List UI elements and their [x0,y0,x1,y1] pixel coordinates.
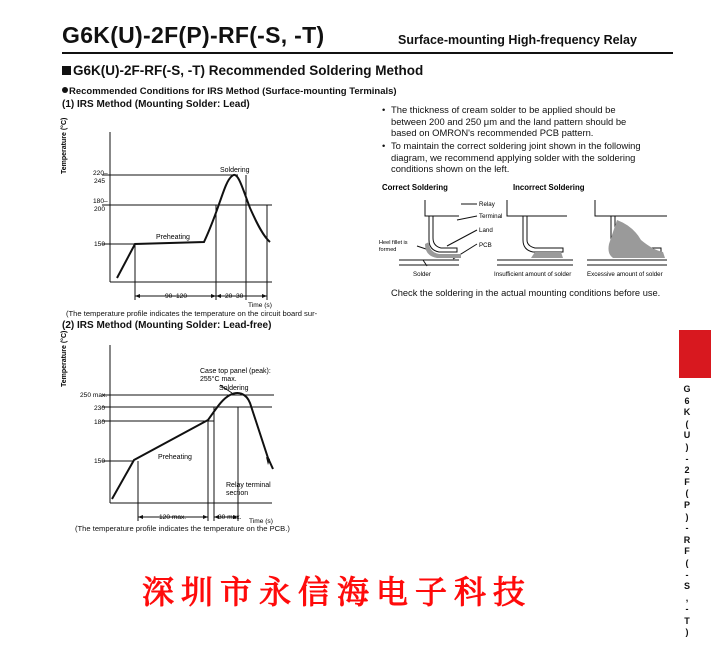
method2-tick-250: 250 max. [80,392,108,399]
method1-x-label: Time (s) [248,302,272,309]
method2-tick-180: 180 [94,419,106,426]
method1-span1: 90–120 [165,293,188,300]
page-title: G6K(U)-2F(P)-RF(-S, -T) [62,22,325,48]
method1-tick-150: 150 [94,241,106,248]
method2-tick-150: 150 [94,458,106,465]
method1-profile-chart [62,112,362,318]
method1-title: (1) IRS Method (Mounting Solder: Lead) [62,99,250,110]
method1-solder-label: Soldering [220,167,250,174]
page-subtitle: Surface-mounting High-frequency Relay [398,33,637,47]
method1-temperature-curve [117,175,270,278]
soldering-diagram [377,180,677,284]
method2-terminal-label-2: section [226,490,249,497]
solder-label: Solder [413,271,431,278]
square-bullet-icon [62,66,71,75]
excessive-label: Excessive amount of solder [587,271,663,278]
correct-solder-fillet [425,242,461,258]
method2-title: (2) IRS Method (Mounting Solder: Lead-free) [62,320,272,331]
method2-terminal-label-1: Relay terminal [226,482,271,489]
relay-label: Relay [479,201,495,208]
method2-profile-chart [61,330,362,531]
terminal-label: Terminal [479,213,503,220]
method1-span2: 20–30 [225,293,244,300]
method2-x-label: Time (s) [249,518,273,525]
method2-preheat-label: Preheating [158,454,192,461]
method2-span2: 30 max. [218,514,242,521]
side-tab [679,330,711,378]
insufficient-solder-fillet [531,252,563,258]
method1-note: (The temperature profile indicates the temperature on the circuit board sur- [66,309,318,318]
insufficient-label: Insufficient amount of solder [494,271,572,278]
bullet-icon: • [382,104,386,115]
method2-solder-label: Soldering [219,385,249,392]
land-label: Land [479,227,493,234]
method1-tick-180: 180– [93,198,108,205]
bullet-icon: • [382,140,386,151]
heel-label-2: formed [379,247,397,253]
header-rule [62,52,673,54]
method2-y-label: Temperature (°C) [61,330,68,387]
section-title-text: G6K(U)-2F-RF(-S, -T) Recommended Soldering Method [73,63,424,78]
check-note: Check the soldering in the actual mounting conditions before use. [391,288,661,298]
method1-preheat-label: Preheating [156,234,190,241]
heel-label-1: Heel fillet is [379,240,408,246]
method1-tick-200: 200 [94,206,106,213]
section-subtitle-text: Recommended Conditions for IRS Method (Surface-mounting Terminals) [69,86,397,97]
section-title [62,63,423,78]
pcb-label: PCB [479,242,492,249]
excessive-solder-fillet [609,220,666,258]
method1-y-label: Temperature (°C) [61,117,68,174]
method2-peak-label-1: Case top panel (peak): [200,368,271,375]
incorrect-soldering-title: Incorrect Soldering [513,183,585,192]
bullet-item: • The thickness of cream solder to be applied should be between 200 and 250 μm and the land pattern should be based on OMRON's recommended PCB pattern. [382,104,627,139]
method2-tick-230: 230 [94,405,106,412]
method2-peak-label-2: 255°C max. [200,376,237,383]
section-subtitle [62,86,397,97]
dot-bullet-icon [62,87,68,93]
correct-soldering-title: Correct Soldering [382,183,448,192]
method2-span1: 120 max. [159,514,187,521]
side-tab-text: G 6 K ( U ) - 2 F ( P ) - R F ( - S , - T ) [683,384,691,638]
method2-note: (The temperature profile indicates the temperature on the PCB.) [75,524,290,533]
bullet-item: • To maintain the correct soldering joint shown in the following diagram, we recommend applying solder with the soldering conditions shown on the left. [382,140,641,175]
watermark-text: 深圳市永信海电子科技 [142,573,533,611]
method1-tick-245: 245 [94,178,106,185]
method1-tick-220: 220– [93,170,108,177]
